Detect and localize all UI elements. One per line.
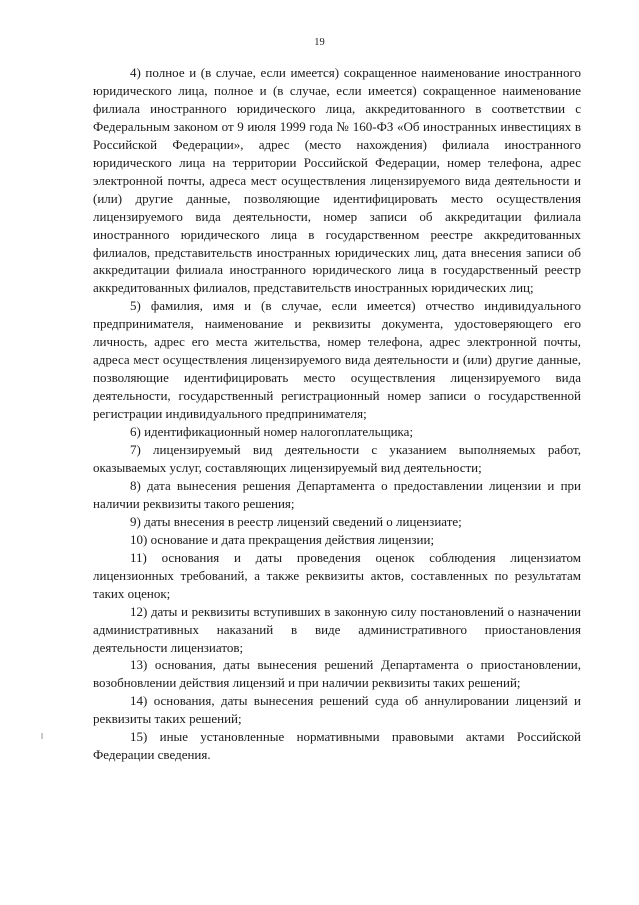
list-item-6: 6) идентификационный номер налогоплательщика; — [130, 424, 414, 440]
list-item-13: 13) основания, даты вынесения решений Департамента о приостановлении, возобновлении действия лицензий и при наличии реквизиты таких решений; — [93, 657, 581, 691]
document-body — [93, 64, 581, 764]
list-item-15: 15) иные установленные нормативными правовыми актами Российской Федерации сведения. — [93, 729, 581, 763]
list-item-7: 7) лицензируемый вид деятельности с указанием выполняемых работ, оказываемых услуг, составляющих лицензируемый вид деятельности; — [93, 442, 581, 475]
scan-margin-mark — [41, 733, 43, 739]
list-item-11: 11) основания и даты проведения оценок соблюдения лицензиатом лицензионных требований, а также реквизиты актов, составленных по результатам таких оценок; — [93, 549, 581, 601]
list-item-14: 14) основания, даты вынесения решений суда об аннулировании лицензий и реквизиты таких решений; — [93, 693, 581, 727]
list-item-5: 5) фамилия, имя и (в случае, если имеется) отчество индивидуального предпринимателя, наименование и реквизиты документа, удостоверяющего его личность, адрес его места жительства, номер телефона, адрес электронной почты, адреса мест осуществления лицензируемого вида деятельности и (или) другие данные, позволяющие идентифицировать место осуществления лицензируемого вида деятельности, государственный регистрационный номер записи о государственной регистрации индивидуального предпринимателя; — [93, 298, 581, 422]
list-item-10: 10) основание и дата прекращения действия лицензии; — [130, 531, 435, 547]
list-item-4: 4) полное и (в случае, если имеется) сокращенное наименование иностранного юридического лица, полное и (в случае, если имеется) сокращенное наименование филиала иностранного юридического лица, аккредитованного в соответствии с Федеральным законом от 9 июля 1999 года № 160-ФЗ «Об иностранных инвестициях в Российской Федерации», адрес (место нахождения) филиала иностранного юридического лица на территории Российской Федерации, номер телефона, адрес электронной почты, адреса мест осуществления лицензируемого вида деятельности и (или) другие данные, позволяющие идентифицировать место осуществления лицензируемого вида деятельности, номер записи об аккредитации филиала иностранного юридического лица в государственном реестре аккредитованных филиалов, представительств иностранных юридических лиц, дата внесения записи об аккредитации филиала иностранного юридического лица в государственный реестр аккредитованных филиалов, представительств иностранных юридических лиц; — [93, 65, 581, 296]
list-item-12: 12) даты и реквизиты вступивших в законную силу постановлений о назначении административных наказаний в виде административного приостановления деятельности лицензиатов; — [93, 603, 581, 655]
list-item-9: 9) даты внесения в реестр лицензий сведений о лицензиате; — [130, 513, 462, 529]
page-number: 19 — [314, 37, 325, 48]
list-item-8: 8) дата вынесения решения Департамента о предоставлении лицензии и при наличии реквизиты такого решения; — [93, 477, 581, 511]
